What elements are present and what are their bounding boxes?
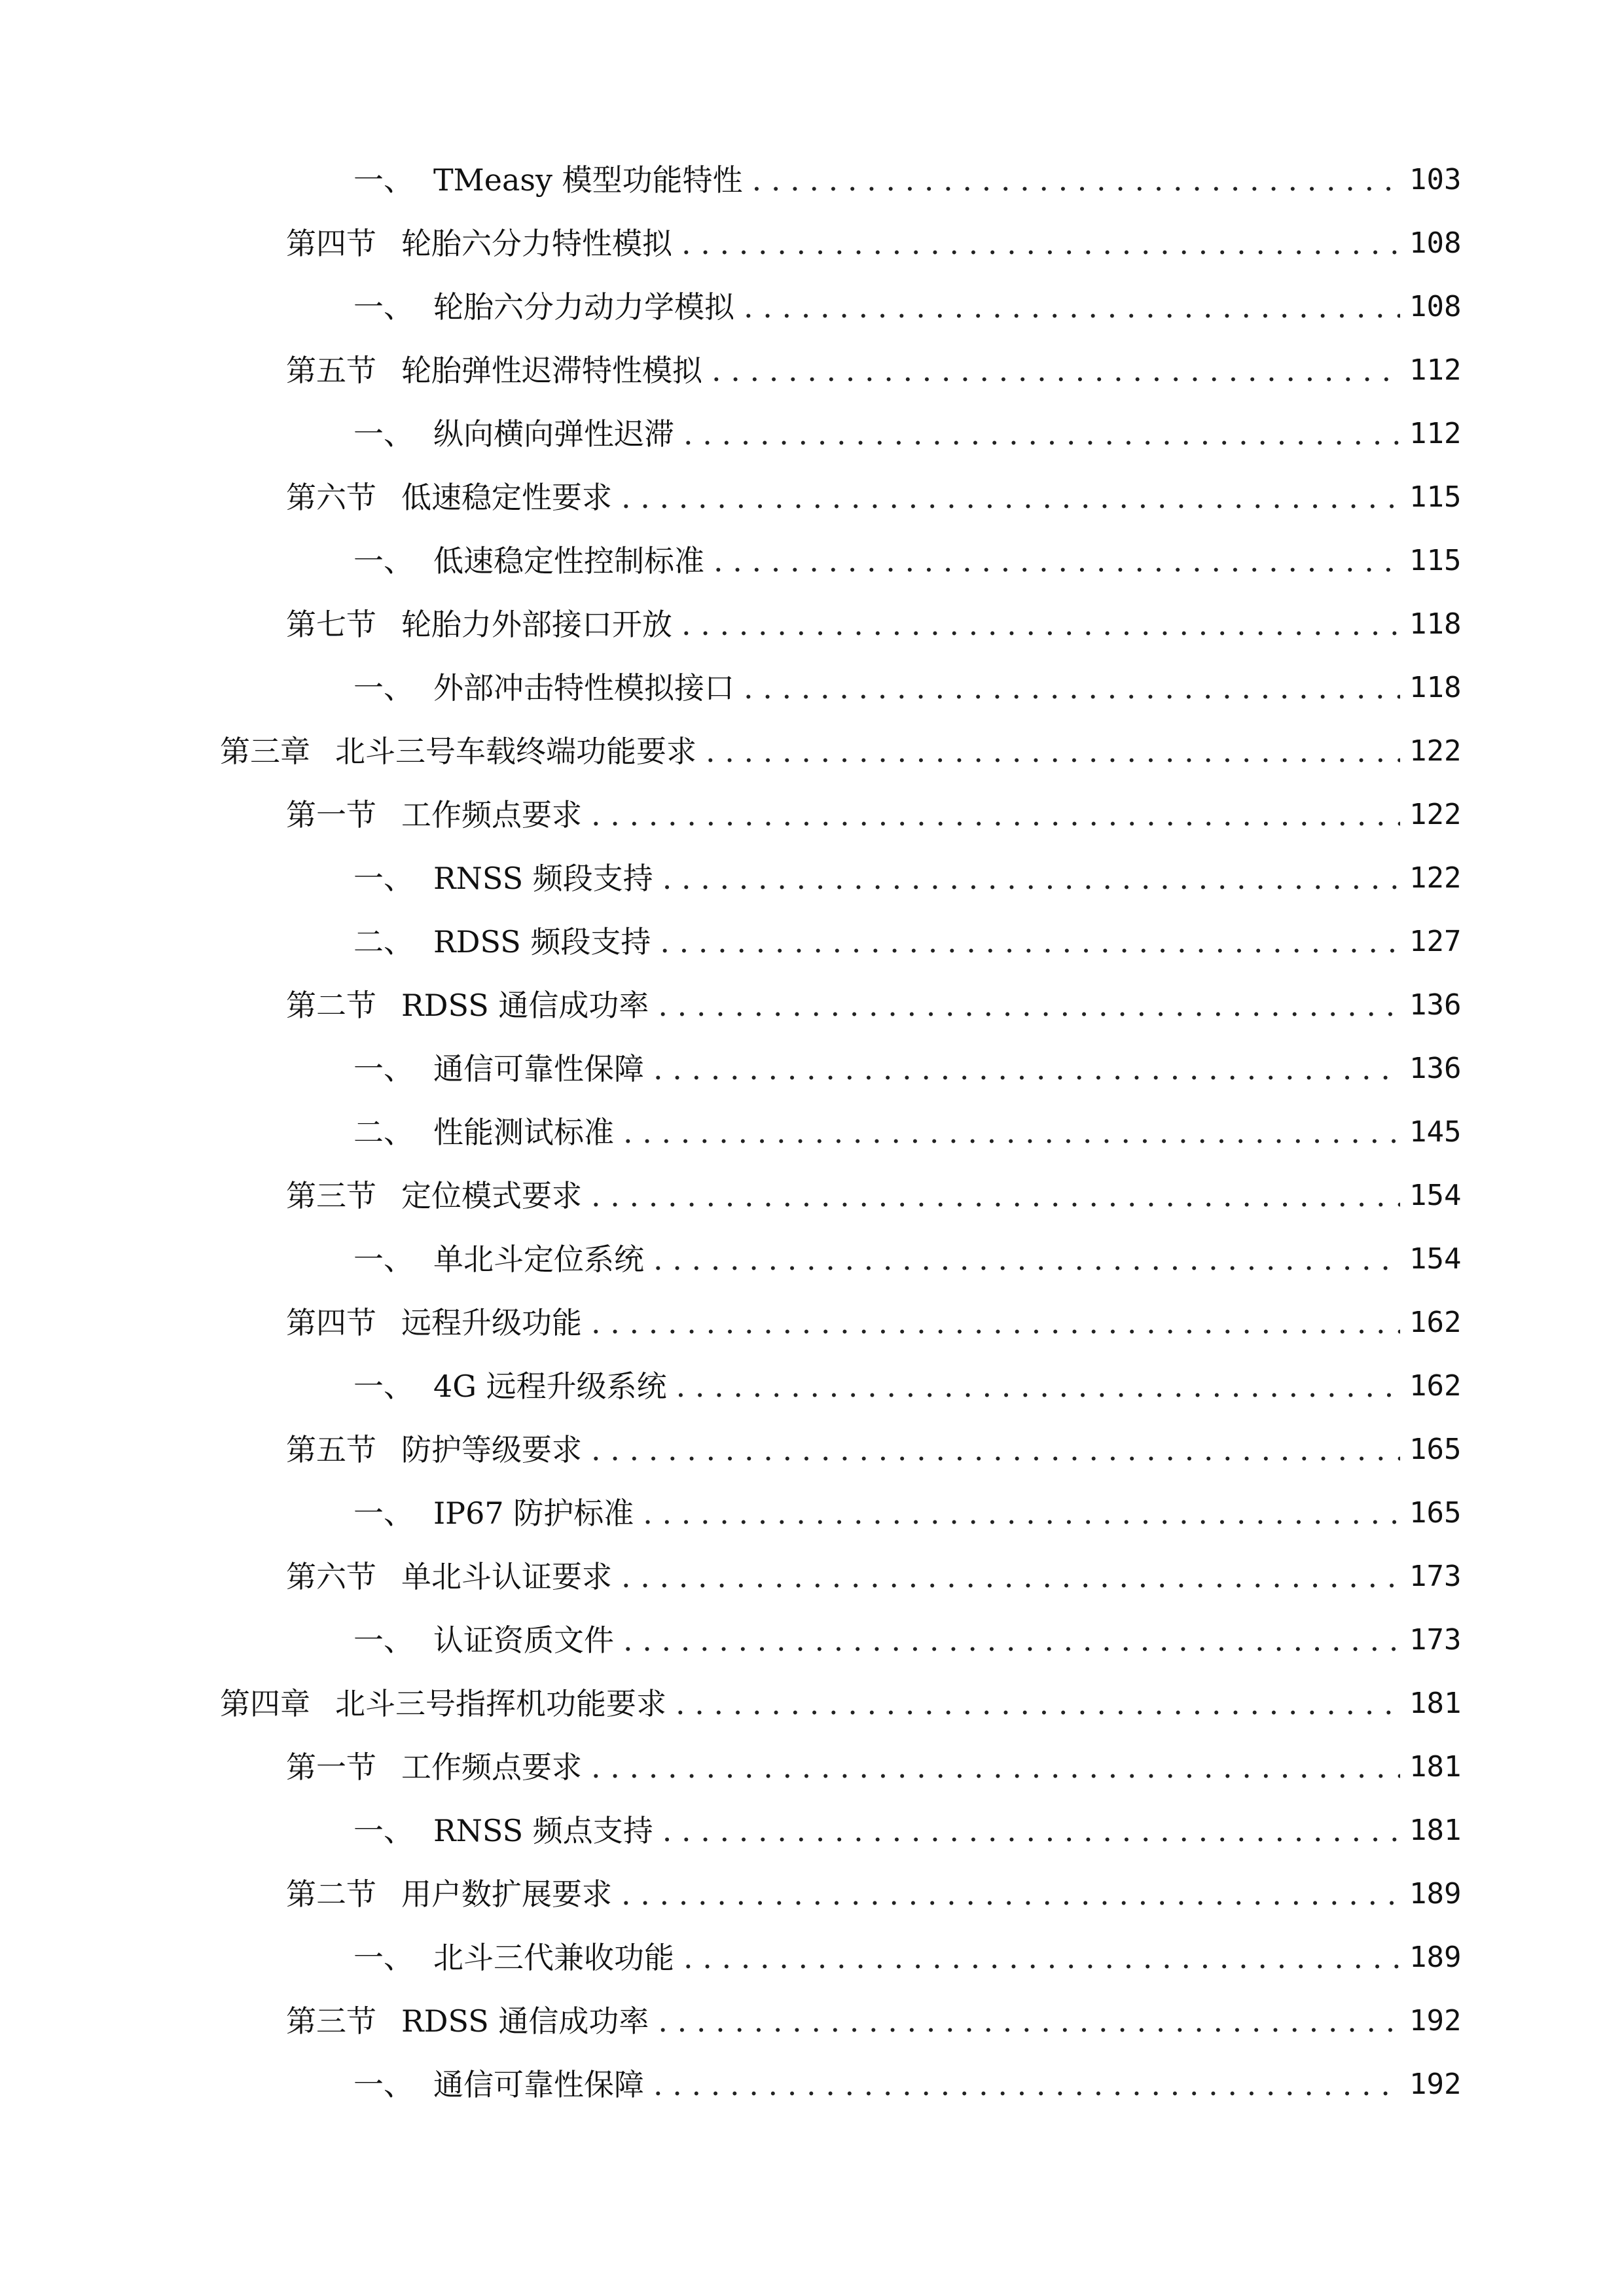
toc-entry-title: 通信可靠性保障 (433, 1051, 644, 1086)
dot-leader (658, 986, 1400, 1025)
toc-entry-title: RDSS 频段支持 (433, 924, 651, 960)
toc-entry[interactable] (353, 655, 1460, 708)
toc-entry[interactable] (286, 592, 1460, 644)
toc-entry-title: 北斗三号车载终端功能要求 (335, 734, 696, 769)
dot-leader (653, 1240, 1400, 1279)
toc-entry-title: 北斗三代兼收功能 (433, 1940, 674, 1975)
toc-entry-title: 4G 远程升级系统 (433, 1369, 667, 1404)
toc-entry-number: 一、 (353, 1242, 414, 1277)
toc-entry-number: 第五节 (286, 1432, 376, 1467)
toc-entry-chapter[interactable] (220, 1671, 1460, 1723)
toc-entry[interactable] (286, 1988, 1460, 2041)
toc-entry-title: 轮胎弹性迟滞特性模拟 (401, 353, 702, 388)
dot-leader (744, 287, 1400, 327)
toc-entry[interactable] (353, 274, 1460, 327)
toc-entry[interactable] (286, 338, 1460, 390)
toc-entry-page: 189 (1409, 1877, 1462, 1910)
toc-entry-title: 轮胎力外部接口开放 (401, 607, 672, 642)
dot-leader (662, 1811, 1400, 1850)
toc-entry-page: 145 (1409, 1115, 1462, 1149)
toc-entry-page: 181 (1409, 1750, 1462, 1784)
toc-entry-title: 认证资质文件 (433, 1623, 614, 1658)
toc-entry[interactable] (353, 1227, 1460, 1279)
toc-entry[interactable] (353, 1925, 1460, 1977)
toc-entry-page: 136 (1409, 1052, 1462, 1085)
toc-entry-title: 定位模式要求 (401, 1178, 582, 1213)
toc-entry-number: 二、 (353, 1115, 414, 1150)
toc-entry-page: 165 (1409, 1496, 1462, 1530)
toc-entry-page: 181 (1409, 1814, 1462, 1847)
toc-entry[interactable] (286, 973, 1460, 1025)
toc-entry-number: 一、 (353, 1623, 414, 1658)
dot-leader (683, 414, 1400, 454)
toc-entry[interactable] (286, 782, 1460, 834)
toc-entry-number: 一、 (353, 1369, 414, 1404)
toc-entry-page: 173 (1409, 1560, 1462, 1593)
toc-entry-page: 154 (1409, 1179, 1462, 1212)
toc-entry-title: RNSS 频段支持 (433, 861, 653, 896)
toc-entry-page: 154 (1409, 1242, 1462, 1276)
dot-leader (752, 160, 1400, 200)
toc-entry-number: 第二节 (286, 988, 376, 1023)
toc-entry-page: 181 (1409, 1687, 1462, 1720)
dot-leader (653, 1049, 1400, 1088)
toc-entry-number: 一、 (353, 1940, 414, 1975)
toc-entry-number: 一、 (353, 162, 414, 198)
toc-entry-number: 第一节 (286, 797, 376, 833)
toc-entry-page: 165 (1409, 1433, 1462, 1466)
toc-entry-title: 北斗三号指挥机功能要求 (335, 1686, 666, 1721)
dot-leader (653, 2065, 1400, 2104)
toc-entry-number: 第二节 (286, 1876, 376, 1912)
toc-entry-number: 第七节 (286, 607, 376, 642)
dot-leader (591, 795, 1400, 834)
toc-entry-number: 一、 (353, 1496, 414, 1531)
dot-leader (621, 1557, 1400, 1596)
dot-leader (681, 224, 1400, 263)
toc-entry-title: RDSS 通信成功率 (401, 2003, 649, 2039)
toc-entry[interactable] (353, 846, 1460, 898)
toc-entry-title: RNSS 频点支持 (433, 1813, 653, 1848)
toc-entry-title: 用户数扩展要求 (401, 1876, 612, 1912)
toc-entry-title: 轮胎六分力动力学模拟 (433, 289, 734, 325)
toc-entry-title: RDSS 通信成功率 (401, 988, 649, 1023)
toc-entry-title: 防护等级要求 (401, 1432, 582, 1467)
dot-leader (706, 732, 1400, 771)
toc-entry[interactable] (353, 1036, 1460, 1088)
toc-entry-number: 二、 (353, 924, 414, 960)
toc-entry-title: 纵向横向弹性迟滞 (433, 416, 674, 452)
toc-entry[interactable] (353, 1480, 1460, 1533)
toc-entry[interactable] (286, 1290, 1460, 1342)
toc-entry-page: 136 (1409, 988, 1462, 1022)
dot-leader (621, 478, 1400, 517)
toc-entry-page: 122 (1409, 861, 1462, 895)
dot-leader (591, 1430, 1400, 1469)
toc-entry-page: 162 (1409, 1306, 1462, 1339)
toc-entry-page: 103 (1409, 163, 1462, 196)
toc-entry[interactable] (286, 1861, 1460, 1914)
dot-leader (643, 1494, 1400, 1533)
toc-entry-number: 第四节 (286, 226, 376, 261)
toc-entry-title: 工作频点要求 (401, 1749, 582, 1785)
toc-entry-number: 第四章 (220, 1686, 310, 1721)
toc-entry-title: 外部冲击特性模拟接口 (433, 670, 734, 706)
toc-entry[interactable] (286, 1417, 1460, 1469)
toc-entry-number: 第六节 (286, 1559, 376, 1594)
toc-entry[interactable] (286, 211, 1460, 263)
toc-entry-number: 一、 (353, 670, 414, 706)
toc-entry[interactable] (353, 909, 1460, 961)
dot-leader (623, 1621, 1400, 1660)
toc-entry-page: 192 (1409, 2068, 1462, 2101)
toc-entry-title: 单北斗认证要求 (401, 1559, 612, 1594)
toc-entry-title: 低速稳定性控制标准 (433, 543, 704, 579)
toc-entry-number: 一、 (353, 1051, 414, 1086)
toc-entry-number: 一、 (353, 289, 414, 325)
dot-leader (713, 541, 1400, 581)
toc-entry-number: 第五节 (286, 353, 376, 388)
toc-entry-number: 一、 (353, 861, 414, 896)
toc-entry-number: 第三节 (286, 1178, 376, 1213)
dot-leader (621, 1874, 1400, 1914)
toc-entry-page: 118 (1409, 607, 1462, 641)
toc-entry-page: 108 (1409, 226, 1462, 260)
toc-entry[interactable] (353, 1798, 1460, 1850)
toc-entry-number: 第四节 (286, 1305, 376, 1340)
toc-entry-title: 远程升级功能 (401, 1305, 582, 1340)
toc-entry-number: 第三节 (286, 2003, 376, 2039)
toc-entry-title: TMeasy 模型功能特性 (433, 162, 743, 198)
dot-leader (662, 859, 1400, 898)
toc-entry-page: 115 (1409, 544, 1462, 577)
dot-leader (623, 1113, 1400, 1152)
toc-entry[interactable] (353, 2052, 1460, 2104)
dot-leader (712, 351, 1400, 390)
toc-entry-title: 低速稳定性要求 (401, 480, 612, 515)
toc-entry-number: 第一节 (286, 1749, 376, 1785)
toc-entry-number: 第三章 (220, 734, 310, 769)
toc-entry[interactable] (353, 147, 1460, 200)
dot-leader (676, 1367, 1400, 1406)
toc-entry[interactable] (353, 1607, 1460, 1660)
toc-entry-number: 第六节 (286, 480, 376, 515)
dot-leader (591, 1748, 1400, 1787)
toc-entry-page: 162 (1409, 1369, 1462, 1403)
toc-entry[interactable] (286, 1544, 1460, 1596)
toc-entry[interactable] (286, 1163, 1460, 1215)
toc-entry-page: 127 (1409, 925, 1462, 958)
dot-leader (660, 922, 1400, 961)
dot-leader (744, 668, 1400, 708)
toc-entry-title: 通信可靠性保障 (433, 2067, 644, 2102)
toc-entry-title: 单北斗定位系统 (433, 1242, 644, 1277)
toc-entry-page: 118 (1409, 671, 1462, 704)
dot-leader (681, 605, 1400, 644)
toc-entry-page: 189 (1409, 1941, 1462, 1974)
toc-entry[interactable] (286, 465, 1460, 517)
toc-entry-page: 115 (1409, 480, 1462, 514)
toc-entry-title: 工作频点要求 (401, 797, 582, 833)
dot-leader (591, 1176, 1400, 1215)
toc-entry-page: 108 (1409, 290, 1462, 323)
toc-entry-page: 112 (1409, 417, 1462, 450)
toc-entry-page: 122 (1409, 734, 1462, 768)
dot-leader (683, 1938, 1400, 1977)
toc-entry-title: 轮胎六分力特性模拟 (401, 226, 672, 261)
toc-entry-title: 性能测试标准 (433, 1115, 614, 1150)
toc-entry-page: 173 (1409, 1623, 1462, 1657)
toc-entry[interactable] (353, 401, 1460, 454)
toc-entry-page: 112 (1409, 353, 1462, 387)
toc-entry-title: IP67 防护标准 (433, 1496, 634, 1531)
dot-leader (658, 2001, 1400, 2041)
toc-entry-page: 122 (1409, 798, 1462, 831)
toc-entry[interactable] (353, 1354, 1460, 1406)
toc-entry[interactable] (353, 1100, 1460, 1152)
toc-entry[interactable] (286, 1734, 1460, 1787)
toc-entry-chapter[interactable] (220, 719, 1460, 771)
toc-entry-number: 一、 (353, 1813, 414, 1848)
toc-entry-number: 一、 (353, 543, 414, 579)
toc-entry-number: 一、 (353, 2067, 414, 2102)
toc-entry[interactable] (353, 528, 1460, 581)
dot-leader (591, 1303, 1400, 1342)
toc-entry-page: 192 (1409, 2004, 1462, 2037)
dot-leader (676, 1684, 1400, 1723)
toc-entry-number: 一、 (353, 416, 414, 452)
